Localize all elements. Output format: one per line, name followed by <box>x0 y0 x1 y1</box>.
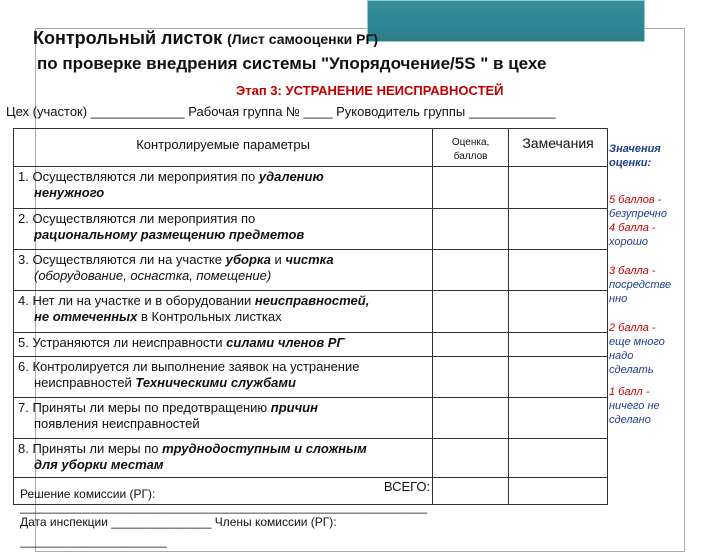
page-title: Контрольный листок (Лист самооценки РГ) <box>33 28 379 48</box>
signature-line-2: ______________________ <box>20 534 167 548</box>
stage-heading: Этап 3: УСТРАНЕНИЕ НЕИСПРАВНОСТЕЙ <box>236 83 504 98</box>
score-cell[interactable] <box>433 291 509 333</box>
remarks-cell[interactable] <box>509 333 608 357</box>
table-row: 4. Нет ли на участке и в оборудовании неисправностей, не отмеченных в Контрольных листках <box>14 291 433 333</box>
legend-grade-5-4: 5 баллов - безупречно 4 балла - хорошо <box>609 194 667 248</box>
total-score-cell[interactable] <box>433 478 509 505</box>
total-label: ВСЕГО: <box>383 479 431 494</box>
remarks-cell[interactable] <box>509 250 608 291</box>
score-cell[interactable] <box>433 439 509 478</box>
table-row: 7. Приняты ли меры по предотвращению причин появления неисправностей <box>14 398 433 439</box>
table-row: 3. Осуществляются ли на участке уборка и чистка (оборудование, оснастка, помещение) <box>14 250 433 291</box>
total-remarks-cell[interactable] <box>509 478 608 505</box>
decision-cell: Решение комиссии (РГ): ВСЕГО: <box>14 478 433 505</box>
header-params: Контролируемые параметры <box>14 129 433 167</box>
signature-line: _____________________________________________________________ <box>20 500 428 514</box>
remarks-cell[interactable] <box>509 357 608 398</box>
score-cell[interactable] <box>433 357 509 398</box>
score-cell[interactable] <box>433 250 509 291</box>
remarks-cell[interactable] <box>509 167 608 209</box>
table-row: 2. Осуществляются ли мероприятия по рациональному размещению предметов <box>14 209 433 250</box>
checklist-table <box>13 128 608 505</box>
table-row: 6. Контролируется ли выполнение заявок на устранение неисправностей Техническими службами <box>14 357 433 398</box>
legend-heading: Значения оценки: <box>609 143 661 169</box>
table-row: 1. Осуществляются ли мероприятия по удалению ненужного <box>14 167 433 209</box>
table-row: 8. Приняты ли меры по труднодоступным и сложным для уборки местам <box>14 439 433 478</box>
page-subtitle: по проверке внедрения системы "Упорядочение/5S " в цехе <box>37 54 547 73</box>
score-cell[interactable] <box>433 398 509 439</box>
remarks-cell[interactable] <box>509 398 608 439</box>
score-cell[interactable] <box>433 333 509 357</box>
remarks-cell[interactable] <box>509 439 608 478</box>
remarks-cell[interactable] <box>509 209 608 250</box>
score-cell[interactable] <box>433 167 509 209</box>
inspection-line: Дата инспекции _______________ Члены комиссии (РГ): <box>20 515 337 529</box>
table-row: 5. Устраняются ли неисправности силами членов РГ <box>14 333 433 357</box>
legend-grade-2: 2 балла - еще много надо сделать <box>609 322 665 376</box>
remarks-cell[interactable] <box>509 291 608 333</box>
decorative-banner <box>367 0 645 42</box>
legend-grade-3: 3 балла - посредстве нно <box>609 265 672 305</box>
score-cell[interactable] <box>433 209 509 250</box>
header-remarks: Замечания <box>509 129 608 167</box>
legend-grade-1: 1 балл - ничего не сделано <box>609 386 660 426</box>
workshop-meta-line: Цех (участок) _____________ Рабочая группа № ____ Руководитель группы ____________ <box>6 104 556 119</box>
header-score: Оценка, баллов <box>433 129 509 167</box>
